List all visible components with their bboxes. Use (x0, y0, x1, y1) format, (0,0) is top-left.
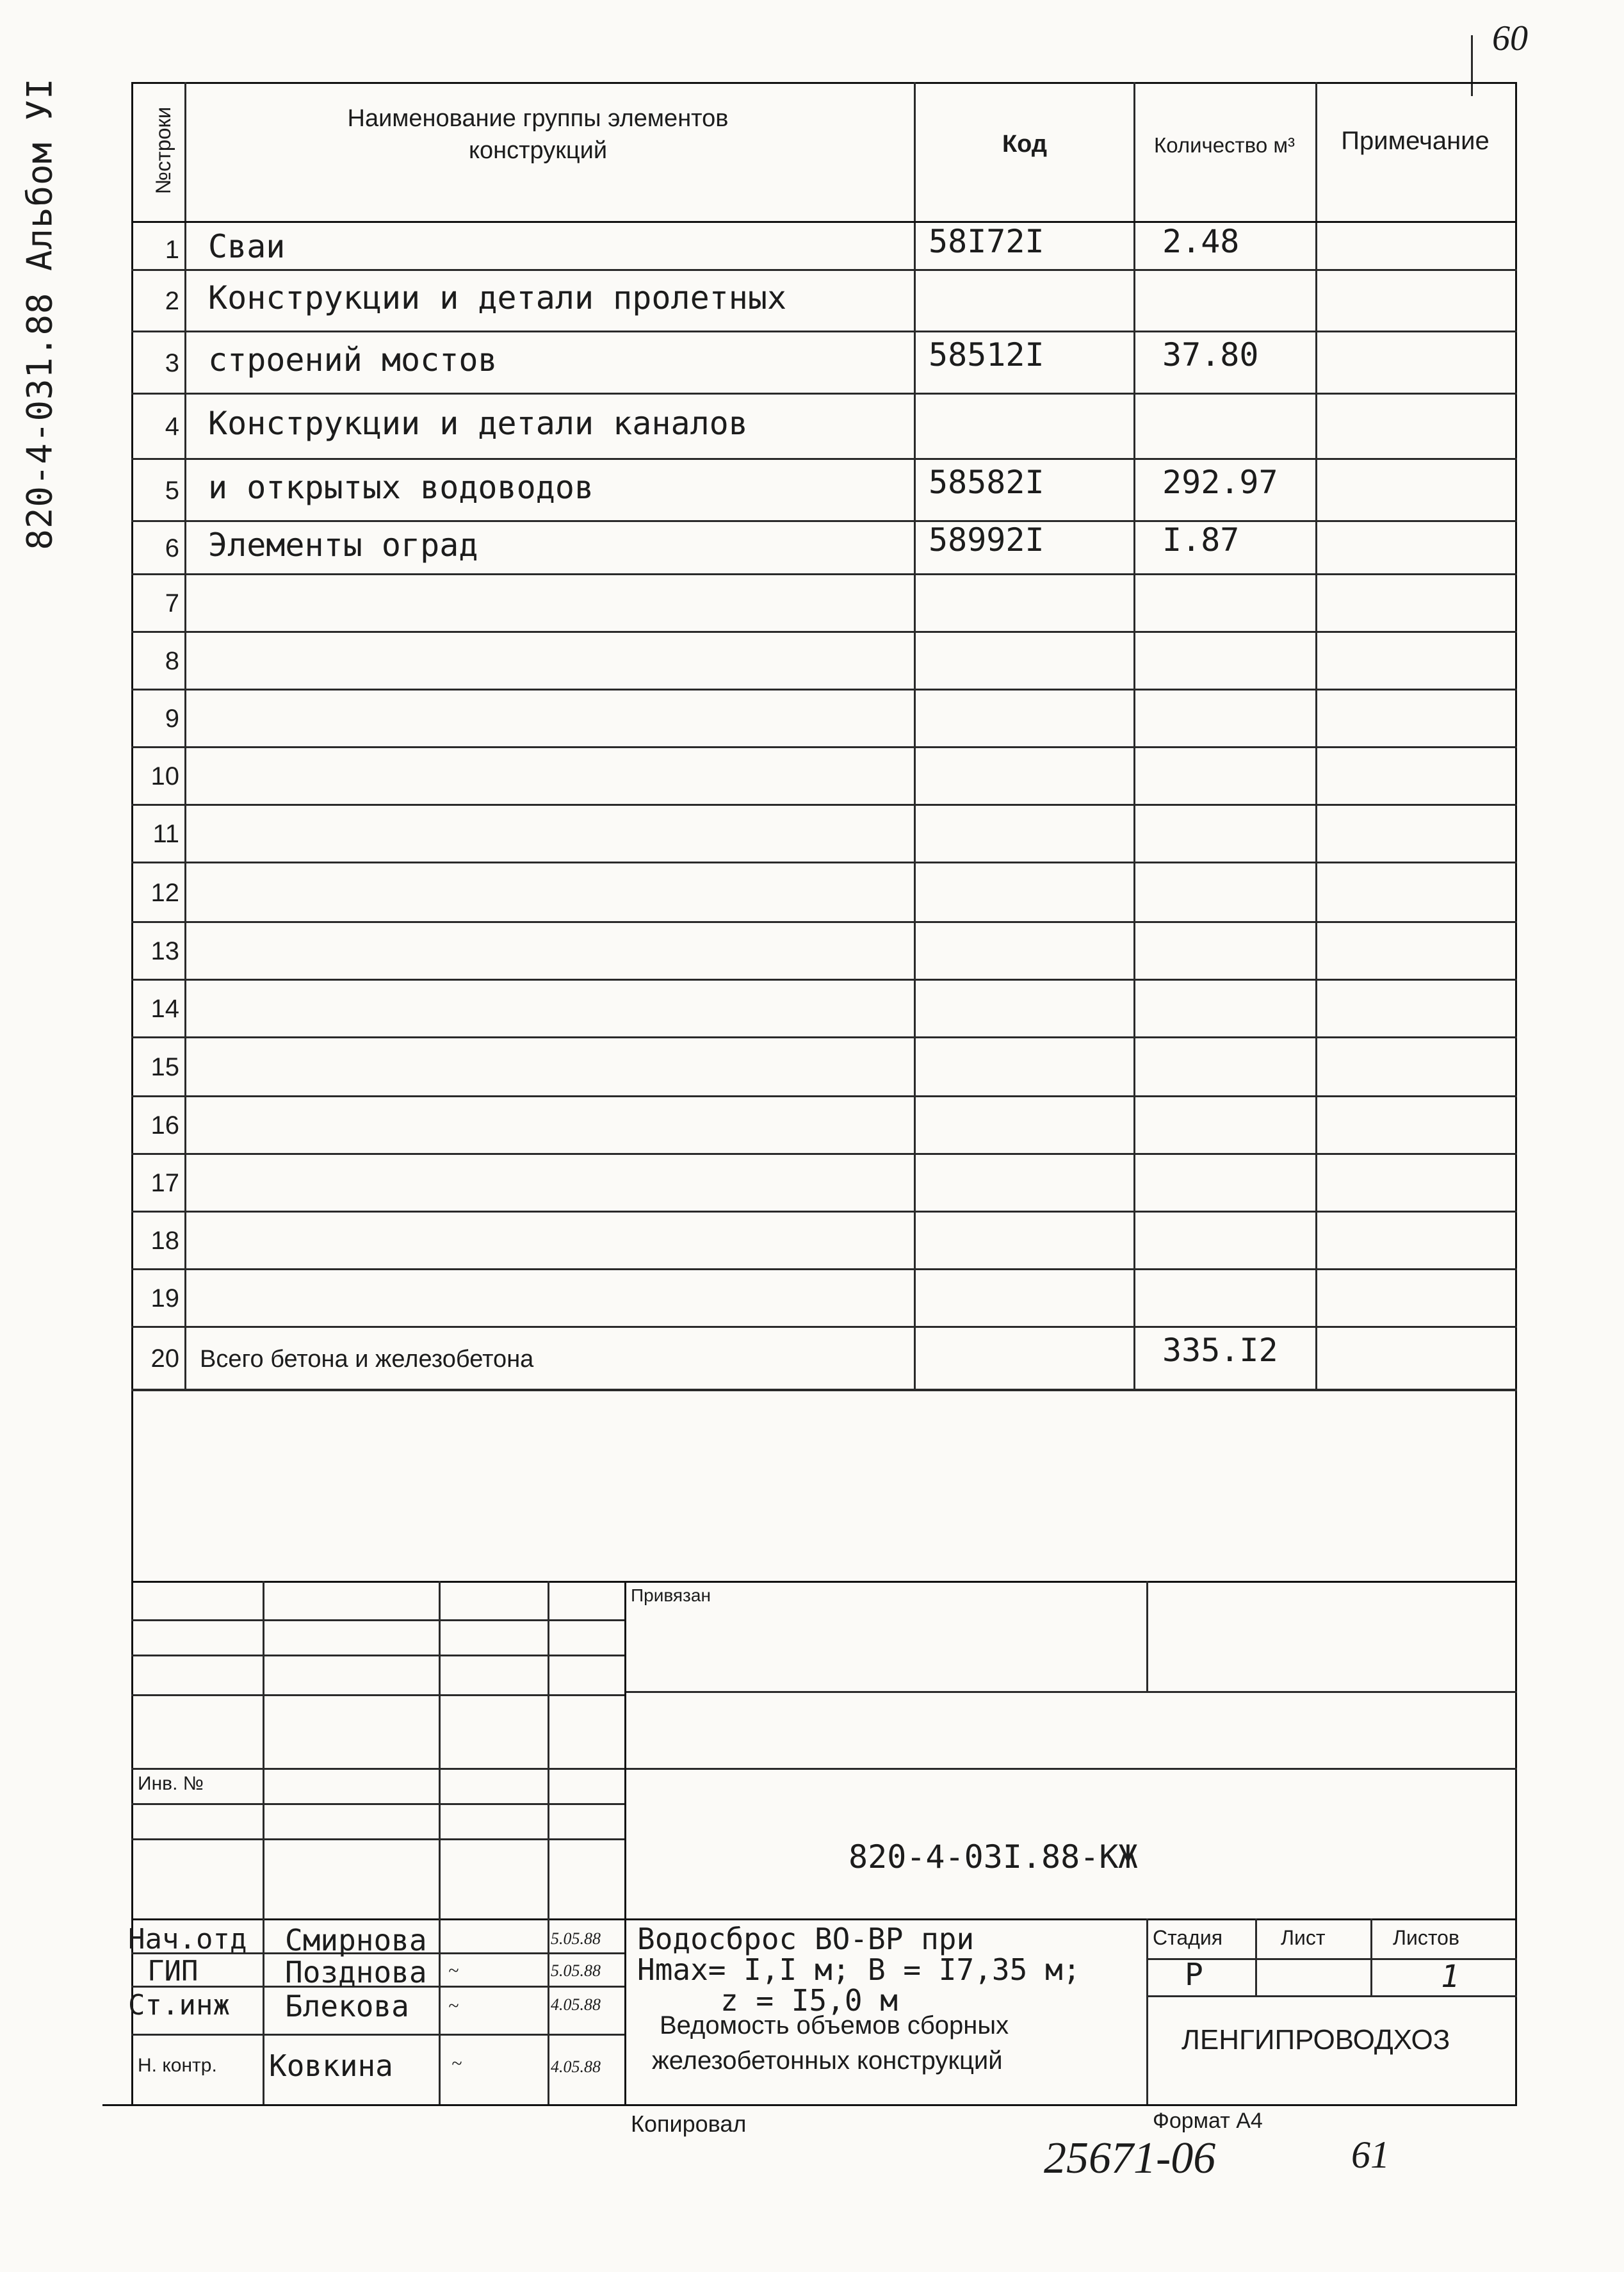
row-divider (131, 804, 1517, 806)
frame-right (1515, 82, 1517, 2106)
row-divider (131, 1268, 1517, 1270)
row-name: Конструкции и детали каналов (208, 405, 748, 442)
frame-left (131, 82, 133, 2106)
inv-no-label: Инв. № (138, 1773, 204, 1794)
row-divider (131, 689, 1517, 691)
row-number: 4 (165, 413, 179, 441)
row-number: 18 (150, 1227, 179, 1255)
col-sep-1 (184, 82, 186, 1389)
row-number: 5 (165, 476, 179, 505)
row-number: 13 (150, 937, 179, 965)
signature-2: ~ (448, 1960, 459, 1981)
row-number: 6 (165, 534, 179, 562)
row-number: 9 (165, 705, 179, 733)
row-number: 15 (150, 1053, 179, 1081)
row-quantity: 2.48 (1162, 222, 1240, 260)
row-divider (131, 573, 1517, 575)
staff-role-4: Н. контр. (138, 2055, 217, 2076)
row-divider (131, 746, 1517, 748)
document-code: 820-4-03I.88-КЖ (849, 1838, 1138, 1876)
format-label: Формат А4 (1153, 2109, 1263, 2133)
stage-value: Р (1185, 1957, 1203, 1993)
album-side-label: 820-4-031.88 Альбом УI (19, 78, 60, 550)
row-number: 19 (150, 1284, 179, 1312)
header-note: Примечание (1341, 127, 1490, 155)
row-name: Сваи (208, 227, 286, 265)
handwritten-number-2: 61 (1351, 2134, 1390, 2176)
col-sep-3 (1133, 82, 1135, 1389)
title-line-3: z = I5,0 м (720, 1983, 898, 2018)
staff-name-3: Блекова (285, 1989, 409, 2023)
staff-date-3: 4.05.88 (551, 1995, 601, 2014)
row-number: 16 (150, 1111, 179, 1140)
row-number: 1 (165, 235, 179, 264)
subtitle-line-2: железобетонных конструкций (652, 2047, 1003, 2075)
staff-date-1: 5.05.88 (551, 1929, 601, 1948)
row-divider (131, 269, 1517, 271)
header-row-no: №строки (151, 106, 175, 195)
row-number: 7 (165, 589, 179, 617)
row-divider (131, 979, 1517, 981)
row-number: 17 (150, 1169, 179, 1197)
row-name: строений мостов (208, 341, 498, 379)
row-quantity: 292.97 (1162, 463, 1278, 501)
staff-role-1: Нач.отд (128, 1923, 247, 1956)
row-divider (131, 1389, 1517, 1391)
signature-4: ~ (451, 2053, 462, 2074)
row-number: 2 (165, 287, 179, 315)
staff-name-2: Позднова (285, 1955, 427, 1990)
row-number: 8 (165, 647, 179, 675)
row-divider (131, 393, 1517, 395)
staff-role-2: ГИП (147, 1955, 199, 1988)
row-divider (131, 520, 1517, 522)
subtitle-line-1: Ведомость объемов сборных (660, 2011, 1009, 2039)
sheets-value: 1 (1441, 1959, 1459, 1995)
sheets-label: Листов (1393, 1926, 1459, 1949)
row-quantity: 335.I2 (1162, 1332, 1278, 1369)
row-number: 10 (150, 762, 179, 790)
row-divider (131, 631, 1517, 633)
row-divider (131, 1036, 1517, 1038)
staff-date-2: 5.05.88 (551, 1961, 601, 1980)
row-code: 58992I (929, 521, 1044, 559)
signature-3: ~ (448, 1995, 459, 2016)
privyazan-label: Привязан (631, 1585, 711, 1605)
title-line-2: Hmax= I,I м; В = I7,35 м; (637, 1952, 1081, 1987)
header-code: Код (1002, 131, 1048, 158)
row-divider (131, 862, 1517, 863)
tb-top (131, 1581, 1517, 1583)
row-name: Всего бетона и железобетона (200, 1346, 534, 1373)
row-divider (131, 1095, 1517, 1097)
row-name: Конструкции и детали пролетных (208, 279, 787, 316)
organization: ЛЕНГИПРОВОДХОЗ (1181, 2024, 1450, 2055)
row-number: 3 (165, 348, 179, 377)
row-divider (131, 331, 1517, 332)
row-quantity: 37.80 (1162, 336, 1259, 373)
title-line-1: Водосброс ВО-ВР при (637, 1922, 975, 1956)
row-divider (131, 458, 1517, 460)
header-name: Наименование группы элементов конструкций (347, 105, 729, 164)
copied-label: Копировал (631, 2111, 747, 2137)
handwritten-number: 25671-06 (1044, 2134, 1216, 2183)
row-divider (131, 1153, 1517, 1155)
row-number: 14 (150, 995, 179, 1023)
row-number: 11 (152, 820, 179, 848)
staff-name-4: Ковкина (269, 2048, 393, 2083)
row-number: 20 (150, 1344, 179, 1373)
row-number: 12 (150, 878, 179, 907)
stage-label: Стадия (1153, 1926, 1223, 1949)
row-divider (131, 921, 1517, 923)
row-name: Элементы оград (208, 526, 478, 564)
row-code: 58I72I (929, 222, 1044, 260)
col-sep-4 (1315, 82, 1317, 1389)
page-number-mark (1471, 35, 1473, 96)
row-name: и открытых водоводов (208, 468, 594, 506)
row-divider (131, 1326, 1517, 1328)
row-quantity: I.87 (1162, 521, 1240, 559)
sheet-label: Лист (1281, 1926, 1326, 1949)
staff-role-3: Ст.инж (128, 1989, 230, 2022)
frame-top (131, 82, 1517, 84)
row-code: 58582I (929, 463, 1044, 501)
header-bottom (131, 221, 1517, 223)
col-sep-2 (914, 82, 916, 1389)
staff-date-4: 4.05.88 (551, 2057, 601, 2076)
header-quantity: Количество м³ (1153, 133, 1295, 157)
row-code: 58512I (929, 336, 1044, 373)
staff-name-1: Смирнова (285, 1923, 427, 1957)
page-number: 60 (1492, 19, 1528, 58)
row-divider (131, 1211, 1517, 1213)
